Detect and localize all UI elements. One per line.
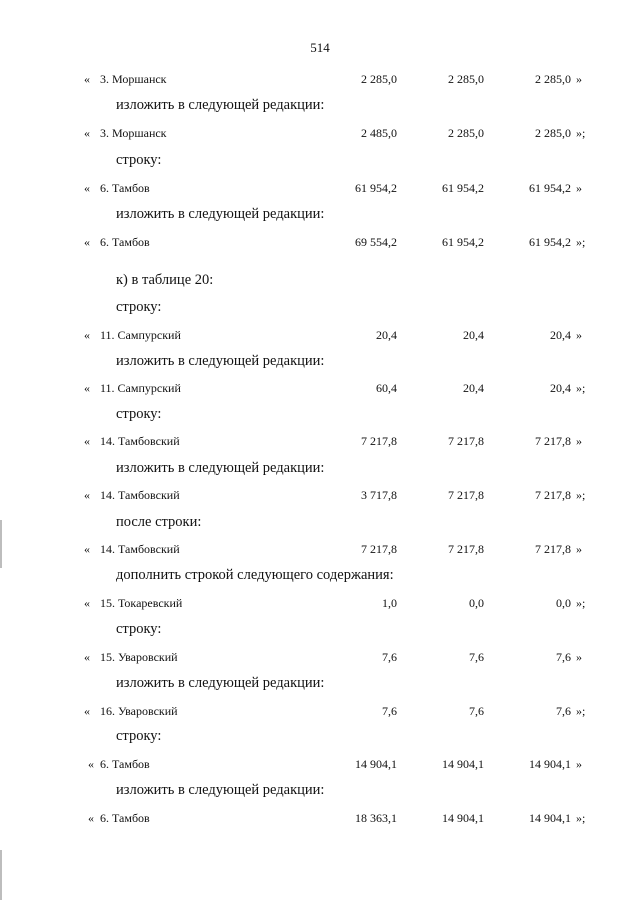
open-quote: « xyxy=(84,72,90,86)
value-col-1: 2 285,0 xyxy=(361,72,397,86)
value-col-1: 69 554,2 xyxy=(355,235,397,249)
row-name: 14. Тамбовский xyxy=(100,542,180,556)
instruction-text: изложить в следующей редакции: xyxy=(116,675,325,691)
instruction-text: дополнить строкой следующего содержания: xyxy=(116,567,394,583)
value-col-3: 20,4 xyxy=(550,381,571,395)
open-quote: « xyxy=(88,757,94,771)
open-quote: « xyxy=(84,235,90,249)
close-quote: » xyxy=(576,542,582,556)
table-row xyxy=(0,124,640,144)
value-col-2: 61 954,2 xyxy=(442,181,484,195)
instruction-text: строку: xyxy=(116,406,162,422)
value-col-3: 7 217,8 xyxy=(535,542,571,556)
table-row xyxy=(0,540,640,560)
value-col-3: 61 954,2 xyxy=(529,235,571,249)
instruction-line xyxy=(0,406,640,426)
value-col-1: 3 717,8 xyxy=(361,488,397,502)
row-name: 16. Уваровский xyxy=(100,704,178,718)
instruction-line xyxy=(0,97,640,117)
instruction-line xyxy=(0,206,640,226)
instruction-line xyxy=(0,675,640,695)
close-quote: »; xyxy=(576,488,586,502)
open-quote: « xyxy=(84,126,90,140)
value-col-2: 7 217,8 xyxy=(448,434,484,448)
table-row xyxy=(0,486,640,506)
value-col-2: 14 904,1 xyxy=(442,811,484,825)
value-col-1: 61 954,2 xyxy=(355,181,397,195)
value-col-1: 7,6 xyxy=(382,704,397,718)
row-name: 15. Токаревский xyxy=(100,596,183,610)
instruction-text: изложить в следующей редакции: xyxy=(116,782,325,798)
close-quote: » xyxy=(576,434,582,448)
value-col-1: 7 217,8 xyxy=(361,434,397,448)
table-row xyxy=(0,648,640,668)
close-quote: »; xyxy=(576,811,586,825)
value-col-1: 7 217,8 xyxy=(361,542,397,556)
value-col-1: 60,4 xyxy=(376,381,397,395)
value-col-2: 20,4 xyxy=(463,328,484,342)
table-row xyxy=(0,379,640,399)
value-col-3: 7 217,8 xyxy=(535,488,571,502)
row-name: 6. Тамбов xyxy=(100,811,150,825)
row-name: 15. Уваровский xyxy=(100,650,178,664)
instruction-line xyxy=(0,460,640,480)
open-quote: « xyxy=(84,328,90,342)
value-col-2: 14 904,1 xyxy=(442,757,484,771)
row-name: 3. Моршанск xyxy=(100,72,167,86)
close-quote: » xyxy=(576,650,582,664)
value-col-2: 20,4 xyxy=(463,381,484,395)
value-col-1: 20,4 xyxy=(376,328,397,342)
row-name: 6. Тамбов xyxy=(100,235,150,249)
table-row xyxy=(0,432,640,452)
instruction-line xyxy=(0,728,640,748)
value-col-3: 61 954,2 xyxy=(529,181,571,195)
close-quote: » xyxy=(576,181,582,195)
value-col-3: 0,0 xyxy=(556,596,571,610)
open-quote: « xyxy=(84,542,90,556)
open-quote: « xyxy=(84,381,90,395)
value-col-3: 2 285,0 xyxy=(535,72,571,86)
value-col-2: 2 285,0 xyxy=(448,126,484,140)
instruction-line xyxy=(0,152,640,172)
value-col-1: 7,6 xyxy=(382,650,397,664)
row-name: 11. Сампурский xyxy=(100,328,181,342)
close-quote: »; xyxy=(576,704,586,718)
close-quote: »; xyxy=(576,126,586,140)
open-quote: « xyxy=(84,704,90,718)
close-quote: » xyxy=(576,72,582,86)
close-quote: »; xyxy=(576,381,586,395)
value-col-1: 18 363,1 xyxy=(355,811,397,825)
value-col-2: 7,6 xyxy=(469,650,484,664)
open-quote: « xyxy=(84,596,90,610)
instruction-text: изложить в следующей редакции: xyxy=(116,206,325,222)
page-number: 514 xyxy=(310,40,330,55)
instruction-line xyxy=(0,299,640,319)
table-row xyxy=(0,809,640,829)
row-name: 3. Моршанск xyxy=(100,126,167,140)
value-col-2: 0,0 xyxy=(469,596,484,610)
value-col-3: 20,4 xyxy=(550,328,571,342)
value-col-2: 2 285,0 xyxy=(448,72,484,86)
value-col-3: 7 217,8 xyxy=(535,434,571,448)
open-quote: « xyxy=(84,650,90,664)
value-col-3: 14 904,1 xyxy=(529,811,571,825)
value-col-3: 14 904,1 xyxy=(529,757,571,771)
instruction-text: изложить в следующей редакции: xyxy=(116,353,325,369)
open-quote: « xyxy=(84,434,90,448)
row-name: 11. Сампурский xyxy=(100,381,181,395)
instruction-text: изложить в следующей редакции: xyxy=(116,460,325,476)
value-col-3: 7,6 xyxy=(556,650,571,664)
row-name: 6. Тамбов xyxy=(100,181,150,195)
table-row xyxy=(0,70,640,90)
value-col-1: 2 485,0 xyxy=(361,126,397,140)
scan-margin-mark xyxy=(0,850,2,900)
value-col-2: 7 217,8 xyxy=(448,488,484,502)
instruction-text: строку: xyxy=(116,152,162,168)
value-col-2: 61 954,2 xyxy=(442,235,484,249)
value-col-3: 7,6 xyxy=(556,704,571,718)
instruction-text: изложить в следующей редакции: xyxy=(116,97,325,113)
value-col-2: 7,6 xyxy=(469,704,484,718)
value-col-3: 2 285,0 xyxy=(535,126,571,140)
table-row xyxy=(0,755,640,775)
instruction-line xyxy=(0,353,640,373)
close-quote: » xyxy=(576,328,582,342)
instruction-line xyxy=(0,782,640,802)
table-row xyxy=(0,326,640,346)
value-col-1: 1,0 xyxy=(382,596,397,610)
instruction-text: строку: xyxy=(116,299,162,315)
row-name: 14. Тамбовский xyxy=(100,434,180,448)
scan-margin-mark xyxy=(0,520,2,568)
close-quote: »; xyxy=(576,235,586,249)
instruction-line xyxy=(0,514,640,534)
row-name: 14. Тамбовский xyxy=(100,488,180,502)
instruction-line xyxy=(0,272,640,292)
open-quote: « xyxy=(88,811,94,825)
table-row xyxy=(0,233,640,253)
table-row xyxy=(0,179,640,199)
table-row xyxy=(0,702,640,722)
open-quote: « xyxy=(84,181,90,195)
close-quote: » xyxy=(576,757,582,771)
instruction-line xyxy=(0,567,640,587)
instruction-text: строку: xyxy=(116,621,162,637)
instruction-text: после строки: xyxy=(116,514,202,530)
open-quote: « xyxy=(84,488,90,502)
value-col-1: 14 904,1 xyxy=(355,757,397,771)
row-name: 6. Тамбов xyxy=(100,757,150,771)
table-row xyxy=(0,594,640,614)
instruction-line xyxy=(0,621,640,641)
value-col-2: 7 217,8 xyxy=(448,542,484,556)
instruction-text: строку: xyxy=(116,728,162,744)
close-quote: »; xyxy=(576,596,586,610)
instruction-text: к) в таблице 20: xyxy=(116,272,214,288)
